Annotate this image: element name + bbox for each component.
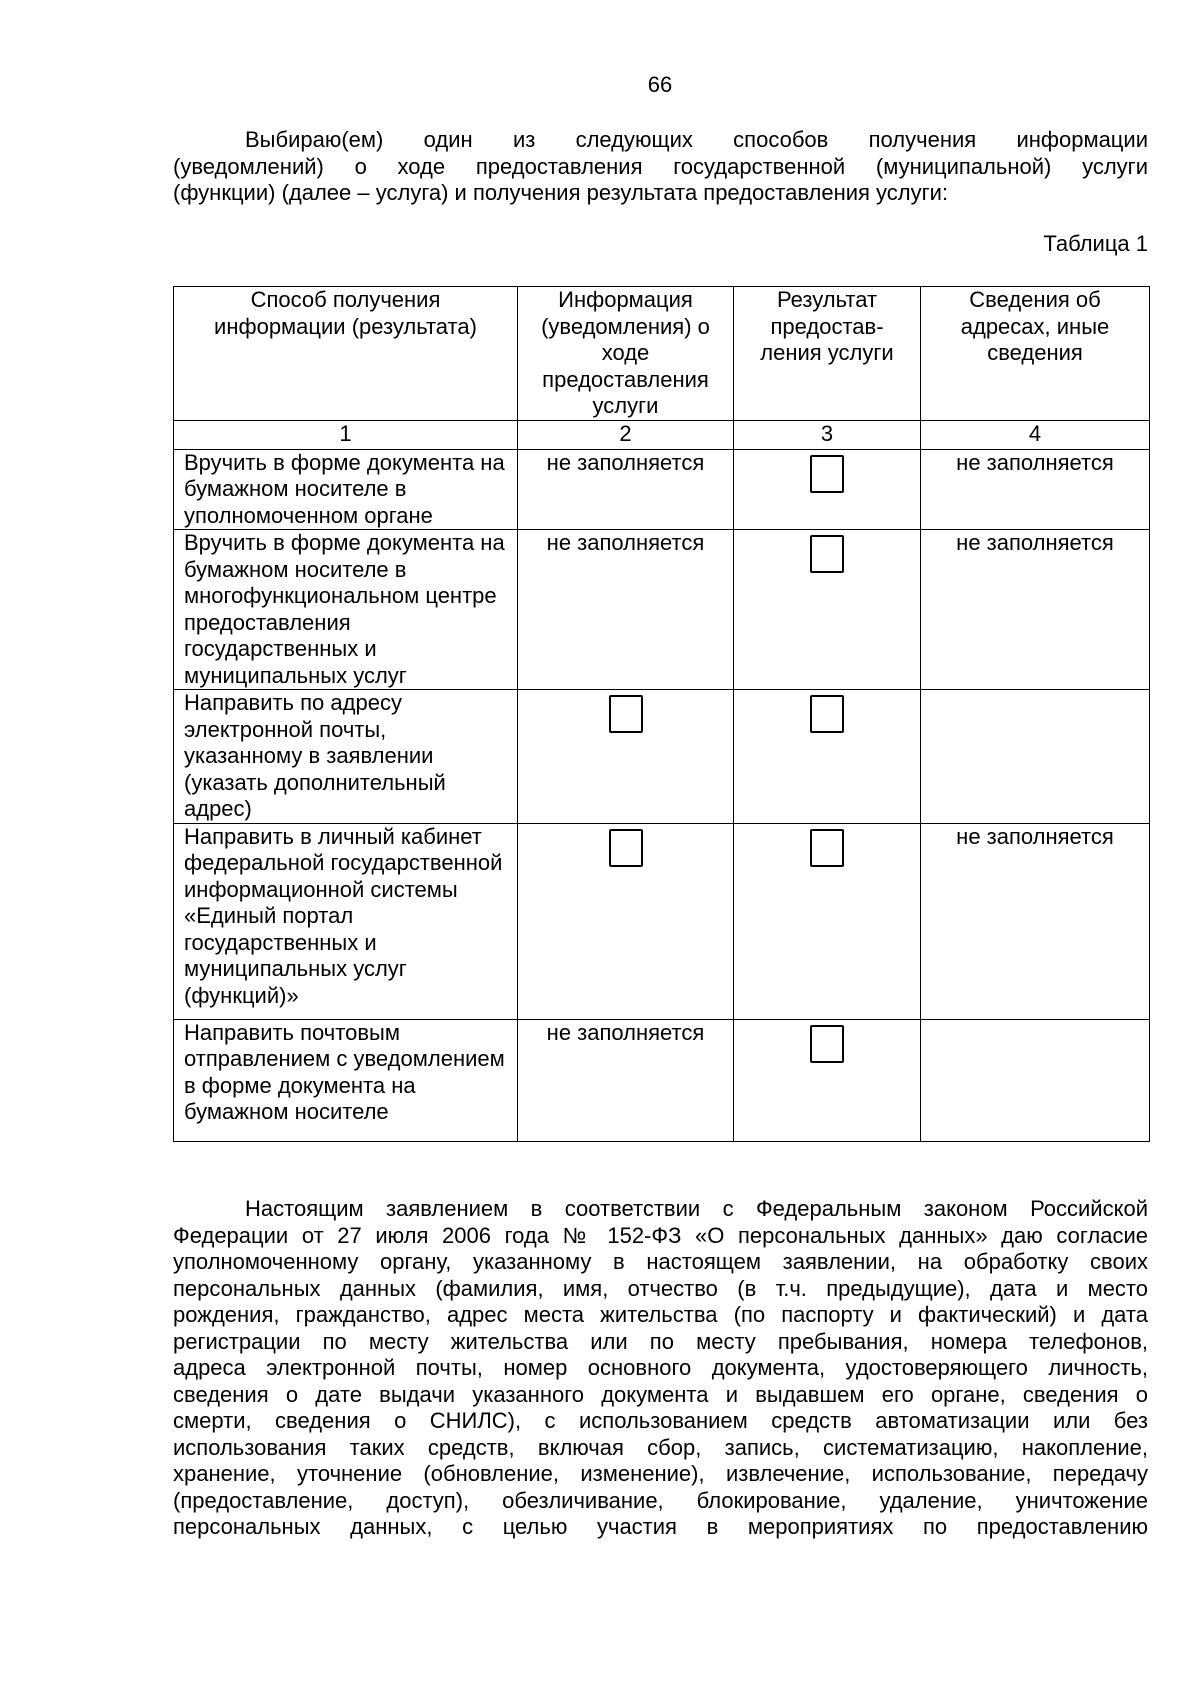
consent-line: Федерации от 27 июля 2006 года № 152-ФЗ «О персональных данных» даю согласие: [173, 1222, 1148, 1248]
details-cell: [921, 690, 1150, 824]
intro-line: (функции) (далее – услуга) и получения результата предоставления услуги:: [173, 180, 949, 205]
consent-line: (предоставление, доступ), обезличивание, блокирование, удаление, уничтожение: [173, 1487, 1148, 1513]
table-row: [174, 823, 1150, 1019]
page-number: 66: [647, 72, 673, 97]
column-number-row: [174, 420, 1150, 449]
info-cell: не заполняется: [518, 449, 734, 530]
table-label: Таблица 1: [1043, 231, 1148, 256]
column-number: 4: [921, 420, 1150, 449]
header-info: Информация (уведомления) о ходе предоставления услуги: [518, 287, 734, 421]
table-row: [174, 530, 1150, 690]
consent-line: использования таких средств, включая сбор, запись, систематизацию, накопление,: [173, 1434, 1148, 1460]
result-checkbox[interactable]: [810, 535, 844, 573]
details-cell: не заполняется: [921, 823, 1150, 1019]
intro-paragraph: [173, 127, 1148, 207]
result-checkbox[interactable]: [810, 695, 844, 733]
consent-paragraph: [173, 1196, 1148, 1541]
table-row: [174, 690, 1150, 824]
method-cell: Направить по адресу электронной почты, указанному в заявлении (указать дополнительный адрес): [174, 690, 518, 824]
result-checkbox[interactable]: [810, 455, 844, 493]
info-checkbox[interactable]: [609, 829, 643, 867]
result-cell: [734, 823, 921, 1019]
info-cell: не заполняется: [518, 1019, 734, 1141]
details-cell: не заполняется: [921, 530, 1150, 690]
result-cell: [734, 1019, 921, 1141]
column-number: 1: [174, 420, 518, 449]
consent-line: персональных данных, с целью участия в мероприятиях по предоставлению: [173, 1514, 1148, 1539]
info-checkbox[interactable]: [609, 695, 643, 733]
header-result: Результат предостав-ления услуги: [734, 287, 921, 421]
consent-line: смерти, сведения о СНИЛС), с использованием средств автоматизации или без: [173, 1408, 1148, 1433]
result-cell: [734, 449, 921, 530]
info-cell: [518, 823, 734, 1019]
method-cell: Вручить в форме документа на бумажном носителе в уполномоченном органе: [174, 449, 518, 530]
details-cell: [921, 1019, 1150, 1141]
consent-line: регистрации по месту жительства или по месту пребывания, номера телефонов,: [173, 1328, 1148, 1354]
column-number: 2: [518, 420, 734, 449]
column-number: 3: [734, 420, 921, 449]
intro-line: Выбираю(ем) один из следующих способов получения информации: [245, 127, 1148, 152]
table-row: [174, 449, 1150, 530]
result-checkbox[interactable]: [810, 1025, 844, 1063]
delivery-methods-table: [173, 286, 1150, 1142]
method-cell: Направить в личный кабинет федеральной государственной информационной системы «Единый портал государственных и муниципальных услуг (функций)»: [174, 823, 518, 1019]
consent-line: Настоящим заявлением в соответствии с Федеральным законом Российской: [245, 1196, 1148, 1221]
consent-line: персональных данных (фамилия, имя, отчество (в т.ч. предыдущие), дата и место: [173, 1275, 1148, 1301]
details-cell: не заполняется: [921, 449, 1150, 530]
consent-line: уполномоченному органу, указанному в настоящем заявлении, на обработку своих: [173, 1249, 1148, 1274]
header-details: Сведения об адресах, иные сведения: [921, 287, 1150, 421]
result-cell: [734, 690, 921, 824]
consent-line: хранение, уточнение (обновление, изменение), извлечение, использование, передачу: [173, 1461, 1148, 1486]
consent-line: сведения о дате выдачи указанного документа и выдавшем его органе, сведения о: [173, 1381, 1148, 1407]
method-cell: Направить почтовым отправлением с уведомлением в форме документа на бумажном носителе: [174, 1019, 518, 1141]
header-method: Способ получения информации (результата): [174, 287, 518, 421]
info-cell: [518, 690, 734, 824]
table-header-row: [174, 287, 1150, 421]
table-row: [174, 1019, 1150, 1141]
method-cell: Вручить в форме документа на бумажном носителе в многофункциональном центре предоставления государственных и муниципальных услуг: [174, 530, 518, 690]
info-cell: не заполняется: [518, 530, 734, 690]
result-checkbox[interactable]: [810, 829, 844, 867]
consent-line: адреса электронной почты, номер основного документа, удостоверяющего личность,: [173, 1355, 1148, 1380]
intro-line: (уведомлений) о ходе предоставления государственной (муниципальной) услуги: [173, 153, 1148, 179]
consent-line: рождения, гражданство, адрес места жительства (по паспорту и фактический) и дата: [173, 1302, 1148, 1327]
result-cell: [734, 530, 921, 690]
